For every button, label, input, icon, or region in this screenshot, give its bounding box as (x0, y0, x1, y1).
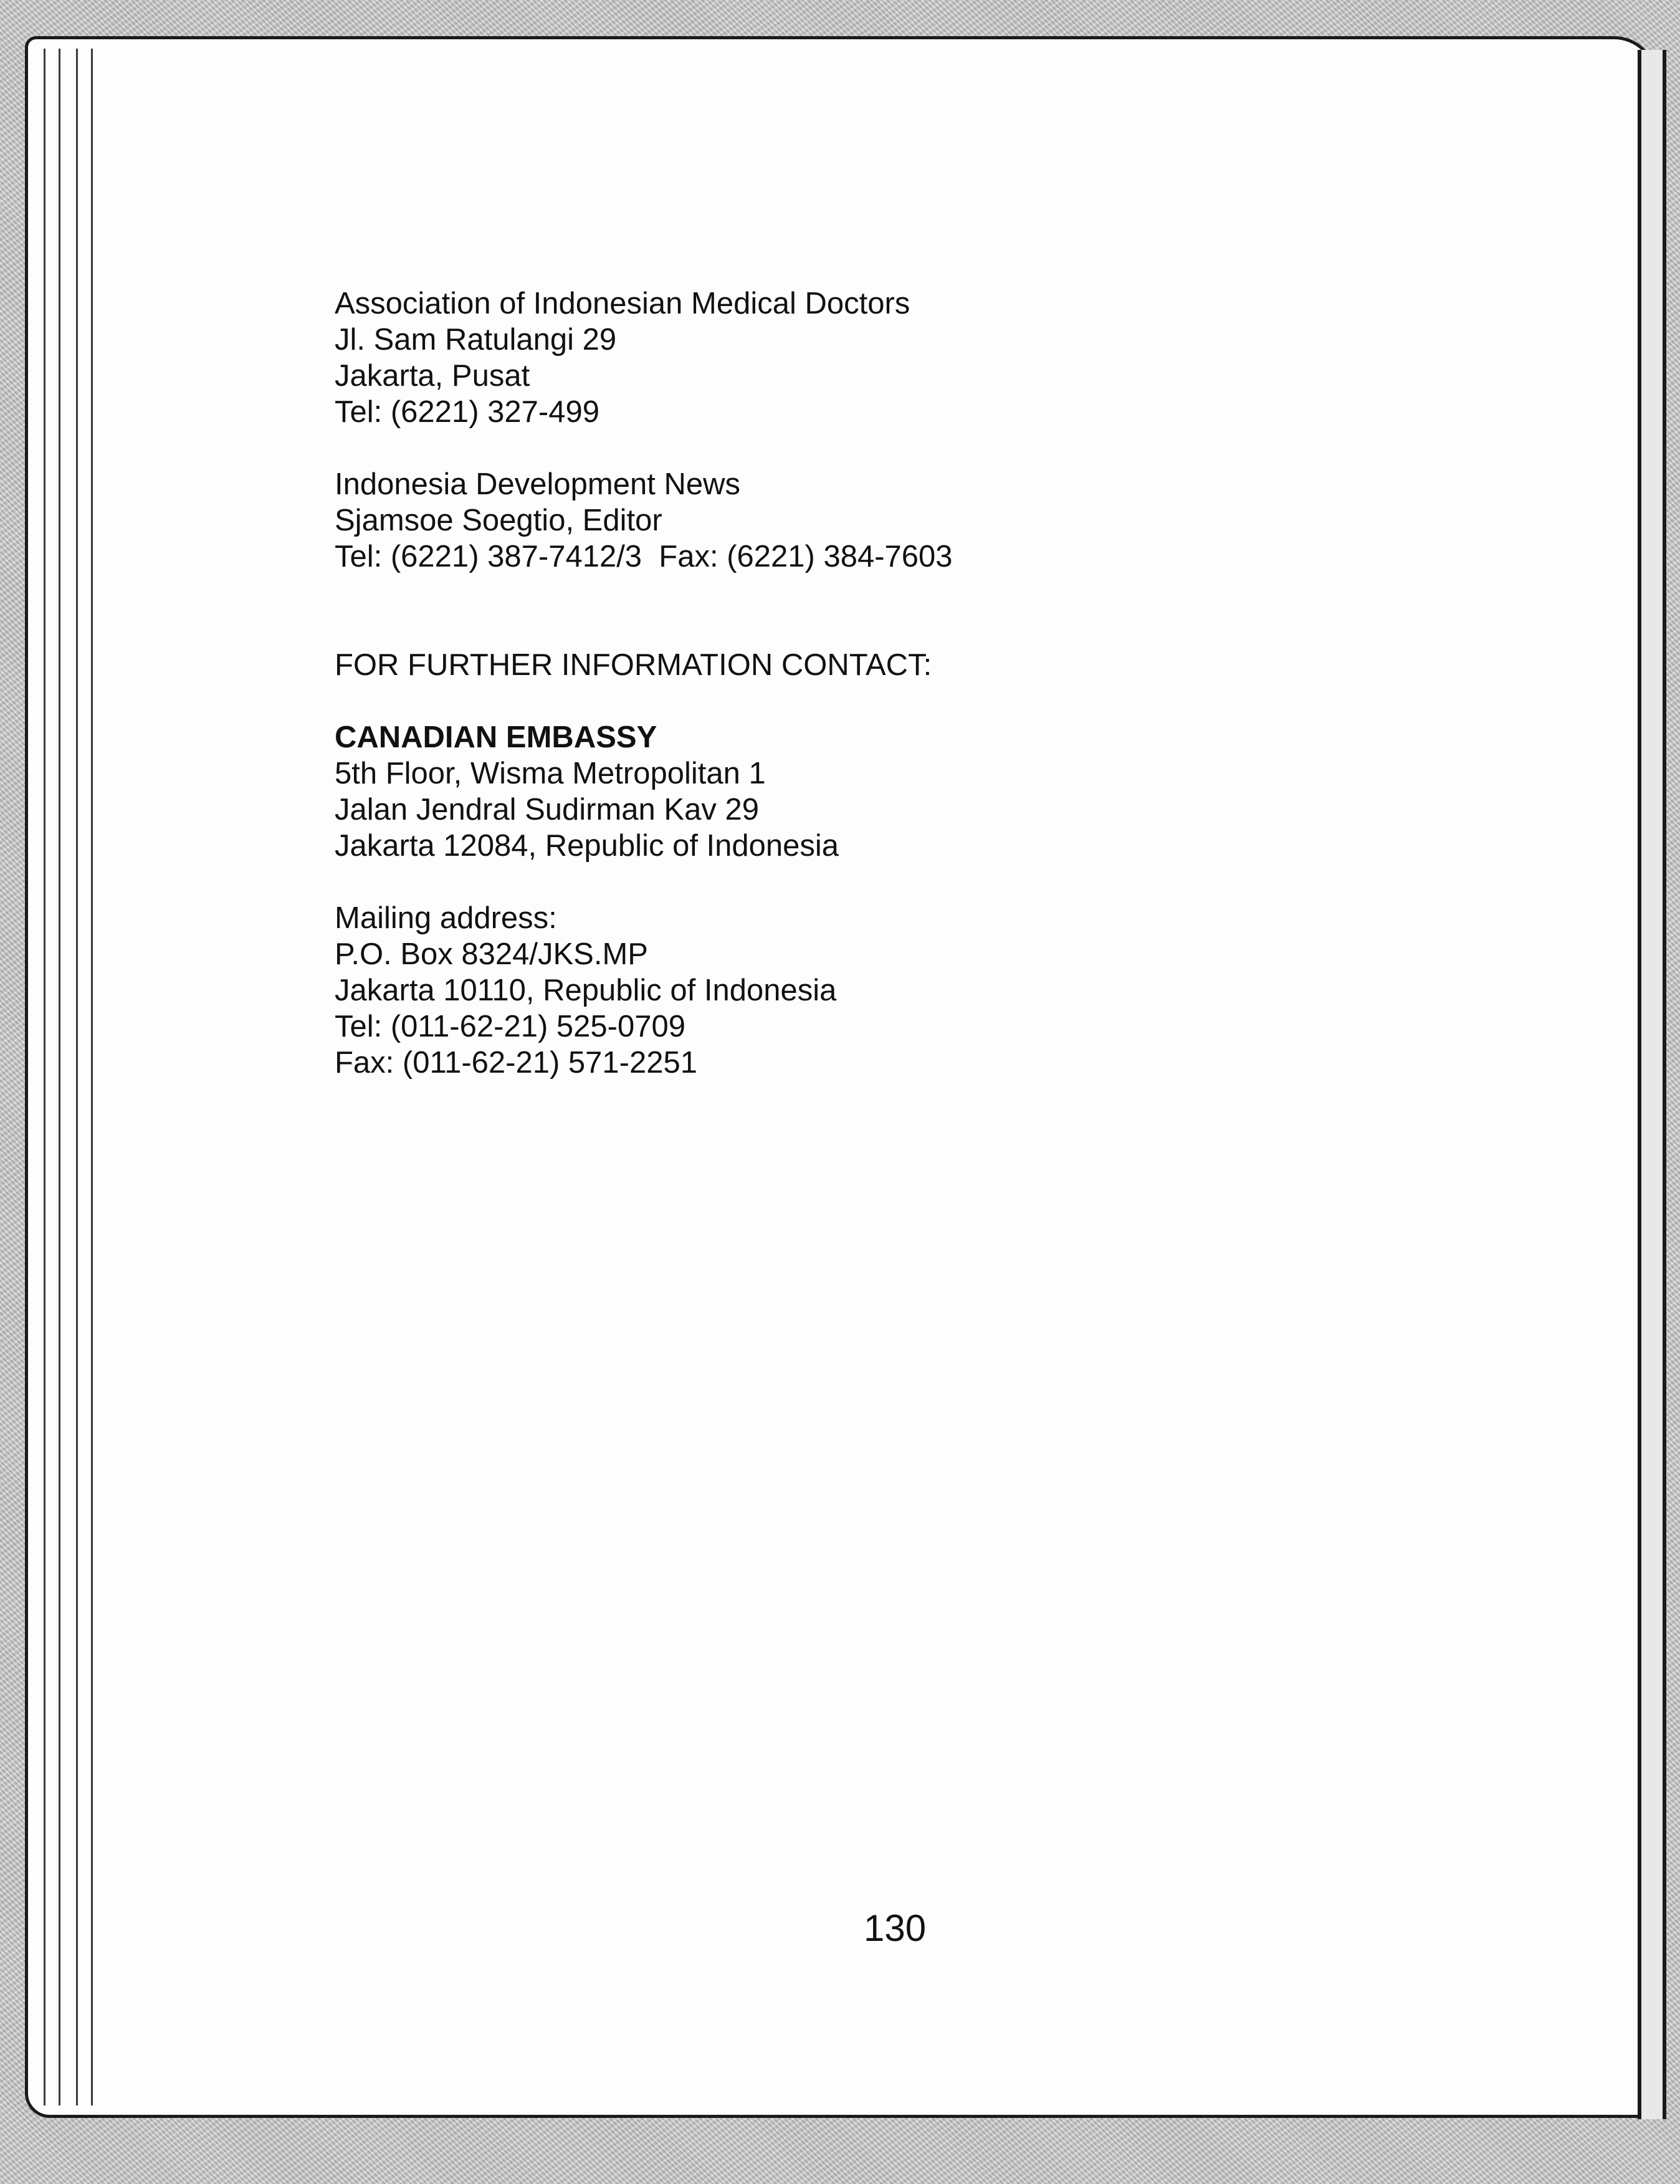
embassy-address (335, 719, 1394, 864)
mailing-line: Fax: (011-62-21) 571-2251 (335, 1046, 697, 1080)
mailing-line: Jakarta 10110, Republic of Indonesia (335, 974, 837, 1007)
listing-line: Sjamsoe Soegtio, Editor (335, 504, 662, 537)
listing-line: Indonesia Development News (335, 467, 740, 501)
listing-medical-association (335, 285, 1394, 430)
listing-line: Jl. Sam Ratulangi 29 (335, 323, 617, 357)
contact-heading: FOR FURTHER INFORMATION CONTACT: (335, 648, 932, 682)
mailing-line: Mailing address: (335, 901, 557, 935)
contact-section (335, 647, 1394, 683)
document-content (335, 285, 1394, 1081)
embassy-address-line: 5th Floor, Wisma Metropolitan 1 (335, 757, 766, 790)
embassy-address-line: Jakarta 12084, Republic of Indonesia (335, 829, 839, 863)
book-edge (1638, 50, 1666, 2119)
listing-development-news (335, 466, 1394, 575)
page-number: 130 (864, 1907, 927, 1949)
page-spine-lines (39, 49, 95, 2105)
mailing-address (335, 900, 1394, 1081)
mailing-line: Tel: (011-62-21) 525-0709 (335, 1010, 685, 1043)
embassy-name: CANADIAN EMBASSY (335, 721, 657, 754)
listing-line: Tel: (6221) 387-7412/3 Fax: (6221) 384-7603 (335, 540, 953, 573)
mailing-line: P.O. Box 8324/JKS.MP (335, 937, 648, 971)
listing-line: Tel: (6221) 327-499 (335, 395, 599, 429)
embassy-address-line: Jalan Jendral Sudirman Kav 29 (335, 793, 759, 826)
listing-line: Association of Indonesian Medical Doctors (335, 287, 910, 320)
listing-line: Jakarta, Pusat (335, 359, 530, 393)
